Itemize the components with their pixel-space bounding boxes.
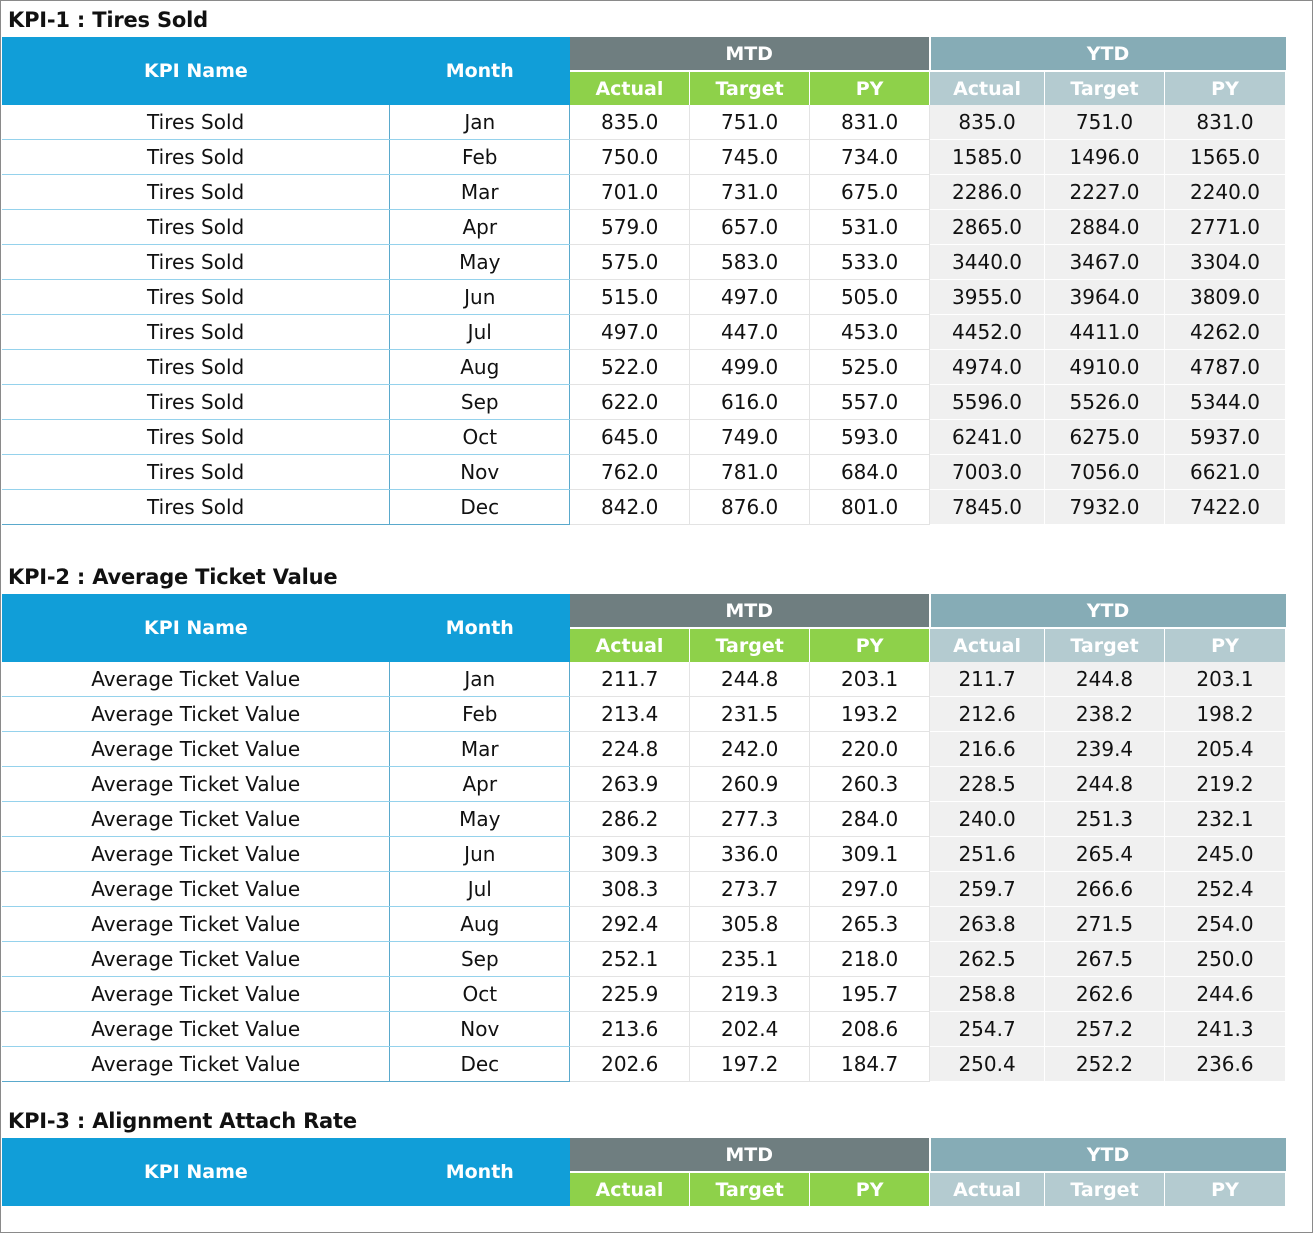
header-kpi-name: KPI Name xyxy=(2,1138,390,1206)
ytd-py-cell: 4787.0 xyxy=(1164,350,1285,385)
mtd-actual-cell: 750.0 xyxy=(570,140,690,175)
ytd-target-cell: 252.2 xyxy=(1045,1047,1165,1082)
ytd-target-cell: 257.2 xyxy=(1045,1012,1165,1047)
ytd-py-cell: 203.1 xyxy=(1165,662,1286,697)
ytd-target-cell: 4411.0 xyxy=(1045,315,1165,350)
kpi-name-cell: Average Ticket Value xyxy=(2,732,390,767)
header-month: Month xyxy=(390,37,570,105)
ytd-py-cell: 3304.0 xyxy=(1164,245,1285,280)
table-row xyxy=(2,732,1286,767)
mtd-actual-cell: 497.0 xyxy=(570,315,690,350)
table-row xyxy=(2,697,1286,732)
kpi-name-cell: Tires Sold xyxy=(2,140,390,175)
kpi-name-cell: Average Ticket Value xyxy=(2,1047,390,1082)
ytd-actual-cell: 6241.0 xyxy=(930,420,1045,455)
mtd-target-cell: 273.7 xyxy=(690,872,810,907)
table-row xyxy=(2,1047,1286,1082)
month-cell: May xyxy=(390,245,570,280)
section-title: KPI-2 : Average Ticket Value xyxy=(8,565,338,589)
month-cell: Jul xyxy=(390,872,570,907)
header-ytd-actual: Actual xyxy=(930,1172,1045,1206)
ytd-actual-cell: 259.7 xyxy=(930,872,1045,907)
ytd-actual-cell: 2865.0 xyxy=(930,210,1045,245)
header-mtd-actual: Actual xyxy=(570,71,690,105)
mtd-target-cell: 731.0 xyxy=(690,175,810,210)
ytd-py-cell: 4262.0 xyxy=(1164,315,1285,350)
mtd-py-cell: 593.0 xyxy=(810,420,930,455)
header-ytd-py: PY xyxy=(1165,628,1286,662)
header-ytd-target: Target xyxy=(1045,71,1165,105)
mtd-py-cell: 453.0 xyxy=(810,315,930,350)
mtd-actual-cell: 292.4 xyxy=(570,907,690,942)
ytd-target-cell: 239.4 xyxy=(1045,732,1165,767)
ytd-target-cell: 7056.0 xyxy=(1045,455,1165,490)
mtd-target-cell: 749.0 xyxy=(690,420,810,455)
mtd-py-cell: 203.1 xyxy=(810,662,930,697)
ytd-actual-cell: 258.8 xyxy=(930,977,1045,1012)
ytd-actual-cell: 3440.0 xyxy=(930,245,1045,280)
kpi-name-cell: Average Ticket Value xyxy=(2,802,390,837)
ytd-actual-cell: 216.6 xyxy=(930,732,1045,767)
ytd-target-cell: 267.5 xyxy=(1045,942,1165,977)
mtd-actual-cell: 579.0 xyxy=(570,210,690,245)
mtd-actual-cell: 224.8 xyxy=(570,732,690,767)
ytd-actual-cell: 251.6 xyxy=(930,837,1045,872)
mtd-py-cell: 184.7 xyxy=(810,1047,930,1082)
ytd-target-cell: 265.4 xyxy=(1045,837,1165,872)
ytd-target-cell: 2884.0 xyxy=(1045,210,1165,245)
section-title: KPI-3 : Alignment Attach Rate xyxy=(8,1109,357,1133)
mtd-actual-cell: 622.0 xyxy=(570,385,690,420)
kpi-name-cell: Average Ticket Value xyxy=(2,872,390,907)
ytd-target-cell: 271.5 xyxy=(1045,907,1165,942)
month-cell: Sep xyxy=(390,942,570,977)
table-row xyxy=(2,1012,1286,1047)
mtd-py-cell: 533.0 xyxy=(810,245,930,280)
ytd-actual-cell: 250.4 xyxy=(930,1047,1045,1082)
mtd-py-cell: 193.2 xyxy=(810,697,930,732)
mtd-target-cell: 231.5 xyxy=(690,697,810,732)
kpi-name-cell: Average Ticket Value xyxy=(2,977,390,1012)
month-cell: Feb xyxy=(390,697,570,732)
ytd-py-cell: 252.4 xyxy=(1165,872,1286,907)
month-cell: Oct xyxy=(390,420,570,455)
ytd-py-cell: 236.6 xyxy=(1165,1047,1286,1082)
header-month: Month xyxy=(390,1138,570,1206)
month-cell: Nov xyxy=(390,1012,570,1047)
table-row xyxy=(2,350,1286,385)
kpi-name-cell: Tires Sold xyxy=(2,420,390,455)
kpi-name-cell: Tires Sold xyxy=(2,245,390,280)
mtd-actual-cell: 835.0 xyxy=(570,105,690,140)
mtd-py-cell: 195.7 xyxy=(810,977,930,1012)
month-cell: May xyxy=(390,802,570,837)
header-month: Month xyxy=(390,594,570,662)
mtd-target-cell: 745.0 xyxy=(690,140,810,175)
header-mtd-target: Target xyxy=(690,1172,810,1206)
kpi-name-cell: Tires Sold xyxy=(2,210,390,245)
ytd-actual-cell: 262.5 xyxy=(930,942,1045,977)
kpi-name-cell: Average Ticket Value xyxy=(2,767,390,802)
mtd-target-cell: 616.0 xyxy=(690,385,810,420)
ytd-py-cell: 205.4 xyxy=(1165,732,1286,767)
kpi-name-cell: Tires Sold xyxy=(2,490,390,525)
header-mtd-target: Target xyxy=(690,71,810,105)
mtd-py-cell: 208.6 xyxy=(810,1012,930,1047)
month-cell: Jan xyxy=(390,662,570,697)
mtd-py-cell: 260.3 xyxy=(810,767,930,802)
header-mtd-actual: Actual xyxy=(570,628,690,662)
mtd-actual-cell: 213.4 xyxy=(570,697,690,732)
mtd-py-cell: 531.0 xyxy=(810,210,930,245)
table-row xyxy=(2,872,1286,907)
ytd-py-cell: 2240.0 xyxy=(1164,175,1285,210)
ytd-target-cell: 751.0 xyxy=(1045,105,1165,140)
ytd-actual-cell: 2286.0 xyxy=(930,175,1045,210)
kpi-name-cell: Tires Sold xyxy=(2,385,390,420)
header-kpi-name: KPI Name xyxy=(2,37,390,105)
month-cell: Jul xyxy=(390,315,570,350)
ytd-actual-cell: 5596.0 xyxy=(930,385,1045,420)
mtd-actual-cell: 701.0 xyxy=(570,175,690,210)
mtd-target-cell: 202.4 xyxy=(690,1012,810,1047)
kpi-name-cell: Average Ticket Value xyxy=(2,662,390,697)
table-row xyxy=(2,420,1286,455)
mtd-actual-cell: 515.0 xyxy=(570,280,690,315)
kpi-table-1 xyxy=(2,37,1286,525)
mtd-target-cell: 497.0 xyxy=(690,280,810,315)
ytd-py-cell: 7422.0 xyxy=(1164,490,1285,525)
mtd-target-cell: 219.3 xyxy=(690,977,810,1012)
mtd-py-cell: 801.0 xyxy=(810,490,930,525)
mtd-target-cell: 499.0 xyxy=(690,350,810,385)
header-ytd: YTD xyxy=(930,37,1286,71)
table-row xyxy=(2,455,1286,490)
table-row xyxy=(2,942,1286,977)
month-cell: Apr xyxy=(390,767,570,802)
table-row xyxy=(2,767,1286,802)
header-ytd-py: PY xyxy=(1164,71,1285,105)
ytd-py-cell: 5344.0 xyxy=(1164,385,1285,420)
table-row xyxy=(2,210,1286,245)
ytd-target-cell: 7932.0 xyxy=(1045,490,1165,525)
header-mtd-py: PY xyxy=(810,1172,930,1206)
month-cell: Dec xyxy=(390,490,570,525)
mtd-actual-cell: 308.3 xyxy=(570,872,690,907)
month-cell: Aug xyxy=(390,350,570,385)
ytd-target-cell: 4910.0 xyxy=(1045,350,1165,385)
table-row xyxy=(2,315,1286,350)
mtd-py-cell: 284.0 xyxy=(810,802,930,837)
month-cell: Jan xyxy=(390,105,570,140)
mtd-actual-cell: 575.0 xyxy=(570,245,690,280)
ytd-target-cell: 238.2 xyxy=(1045,697,1165,732)
ytd-actual-cell: 240.0 xyxy=(930,802,1045,837)
header-ytd-target: Target xyxy=(1045,628,1165,662)
month-cell: Nov xyxy=(390,455,570,490)
mtd-actual-cell: 286.2 xyxy=(570,802,690,837)
ytd-py-cell: 2771.0 xyxy=(1164,210,1285,245)
table-row xyxy=(2,385,1286,420)
header-mtd: MTD xyxy=(570,37,930,71)
ytd-py-cell: 831.0 xyxy=(1164,105,1285,140)
month-cell: Jun xyxy=(390,837,570,872)
ytd-target-cell: 262.6 xyxy=(1045,977,1165,1012)
kpi-name-cell: Tires Sold xyxy=(2,175,390,210)
mtd-py-cell: 684.0 xyxy=(810,455,930,490)
month-cell: Aug xyxy=(390,907,570,942)
mtd-actual-cell: 211.7 xyxy=(570,662,690,697)
ytd-actual-cell: 254.7 xyxy=(930,1012,1045,1047)
mtd-target-cell: 336.0 xyxy=(690,837,810,872)
ytd-actual-cell: 212.6 xyxy=(930,697,1045,732)
ytd-target-cell: 244.8 xyxy=(1045,767,1165,802)
ytd-target-cell: 266.6 xyxy=(1045,872,1165,907)
header-ytd-actual: Actual xyxy=(930,71,1045,105)
ytd-py-cell: 232.1 xyxy=(1165,802,1286,837)
header-kpi-name: KPI Name xyxy=(2,594,390,662)
mtd-target-cell: 242.0 xyxy=(690,732,810,767)
header-ytd-actual: Actual xyxy=(930,628,1045,662)
ytd-py-cell: 3809.0 xyxy=(1164,280,1285,315)
kpi-name-cell: Tires Sold xyxy=(2,280,390,315)
mtd-py-cell: 831.0 xyxy=(810,105,930,140)
ytd-py-cell: 244.6 xyxy=(1165,977,1286,1012)
month-cell: Dec xyxy=(390,1047,570,1082)
ytd-py-cell: 6621.0 xyxy=(1164,455,1285,490)
ytd-py-cell: 241.3 xyxy=(1165,1012,1286,1047)
ytd-py-cell: 245.0 xyxy=(1165,837,1286,872)
table-row xyxy=(2,245,1286,280)
header-ytd-py: PY xyxy=(1165,1172,1286,1206)
table-row xyxy=(2,907,1286,942)
header-mtd: MTD xyxy=(570,1138,930,1172)
table-row xyxy=(2,662,1286,697)
mtd-target-cell: 235.1 xyxy=(690,942,810,977)
header-mtd-py: PY xyxy=(810,628,930,662)
mtd-actual-cell: 842.0 xyxy=(570,490,690,525)
header-ytd-target: Target xyxy=(1045,1172,1165,1206)
month-cell: Mar xyxy=(390,732,570,767)
header-ytd: YTD xyxy=(930,1138,1286,1172)
header-mtd-actual: Actual xyxy=(570,1172,690,1206)
ytd-actual-cell: 1585.0 xyxy=(930,140,1045,175)
ytd-py-cell: 250.0 xyxy=(1165,942,1286,977)
ytd-actual-cell: 263.8 xyxy=(930,907,1045,942)
mtd-target-cell: 305.8 xyxy=(690,907,810,942)
month-cell: Apr xyxy=(390,210,570,245)
ytd-target-cell: 3964.0 xyxy=(1045,280,1165,315)
mtd-py-cell: 505.0 xyxy=(810,280,930,315)
month-cell: Sep xyxy=(390,385,570,420)
mtd-actual-cell: 263.9 xyxy=(570,767,690,802)
month-cell: Mar xyxy=(390,175,570,210)
ytd-py-cell: 5937.0 xyxy=(1164,420,1285,455)
ytd-actual-cell: 228.5 xyxy=(930,767,1045,802)
header-mtd-py: PY xyxy=(810,71,930,105)
mtd-actual-cell: 213.6 xyxy=(570,1012,690,1047)
mtd-actual-cell: 225.9 xyxy=(570,977,690,1012)
mtd-actual-cell: 309.3 xyxy=(570,837,690,872)
kpi-name-cell: Tires Sold xyxy=(2,105,390,140)
ytd-actual-cell: 4452.0 xyxy=(930,315,1045,350)
ytd-actual-cell: 835.0 xyxy=(930,105,1045,140)
ytd-actual-cell: 7003.0 xyxy=(930,455,1045,490)
mtd-target-cell: 657.0 xyxy=(690,210,810,245)
month-cell: Feb xyxy=(390,140,570,175)
mtd-py-cell: 220.0 xyxy=(810,732,930,767)
kpi-name-cell: Average Ticket Value xyxy=(2,697,390,732)
mtd-py-cell: 525.0 xyxy=(810,350,930,385)
ytd-target-cell: 244.8 xyxy=(1045,662,1165,697)
ytd-py-cell: 1565.0 xyxy=(1164,140,1285,175)
table-row xyxy=(2,837,1286,872)
mtd-target-cell: 260.9 xyxy=(690,767,810,802)
mtd-actual-cell: 202.6 xyxy=(570,1047,690,1082)
ytd-target-cell: 251.3 xyxy=(1045,802,1165,837)
ytd-target-cell: 1496.0 xyxy=(1045,140,1165,175)
mtd-target-cell: 781.0 xyxy=(690,455,810,490)
mtd-actual-cell: 252.1 xyxy=(570,942,690,977)
ytd-actual-cell: 3955.0 xyxy=(930,280,1045,315)
ytd-actual-cell: 4974.0 xyxy=(930,350,1045,385)
mtd-py-cell: 557.0 xyxy=(810,385,930,420)
kpi-name-cell: Tires Sold xyxy=(2,315,390,350)
mtd-py-cell: 265.3 xyxy=(810,907,930,942)
mtd-py-cell: 675.0 xyxy=(810,175,930,210)
table-row xyxy=(2,280,1286,315)
table-row xyxy=(2,105,1286,140)
ytd-target-cell: 3467.0 xyxy=(1045,245,1165,280)
ytd-target-cell: 6275.0 xyxy=(1045,420,1165,455)
ytd-py-cell: 219.2 xyxy=(1165,767,1286,802)
mtd-py-cell: 734.0 xyxy=(810,140,930,175)
month-cell: Oct xyxy=(390,977,570,1012)
mtd-target-cell: 197.2 xyxy=(690,1047,810,1082)
mtd-actual-cell: 762.0 xyxy=(570,455,690,490)
ytd-actual-cell: 7845.0 xyxy=(930,490,1045,525)
mtd-actual-cell: 522.0 xyxy=(570,350,690,385)
header-ytd: YTD xyxy=(930,594,1286,628)
mtd-target-cell: 583.0 xyxy=(690,245,810,280)
ytd-actual-cell: 211.7 xyxy=(930,662,1045,697)
mtd-target-cell: 447.0 xyxy=(690,315,810,350)
table-row xyxy=(2,802,1286,837)
kpi-name-cell: Average Ticket Value xyxy=(2,837,390,872)
table-row xyxy=(2,175,1286,210)
mtd-py-cell: 297.0 xyxy=(810,872,930,907)
mtd-actual-cell: 645.0 xyxy=(570,420,690,455)
kpi-name-cell: Average Ticket Value xyxy=(2,907,390,942)
ytd-py-cell: 254.0 xyxy=(1165,907,1286,942)
header-mtd: MTD xyxy=(570,594,930,628)
section-title: KPI-1 : Tires Sold xyxy=(8,8,208,32)
ytd-py-cell: 198.2 xyxy=(1165,697,1286,732)
mtd-py-cell: 309.1 xyxy=(810,837,930,872)
mtd-target-cell: 277.3 xyxy=(690,802,810,837)
kpi-name-cell: Tires Sold xyxy=(2,455,390,490)
table-row xyxy=(2,140,1286,175)
ytd-target-cell: 2227.0 xyxy=(1045,175,1165,210)
kpi-name-cell: Average Ticket Value xyxy=(2,1012,390,1047)
kpi-name-cell: Tires Sold xyxy=(2,350,390,385)
month-cell: Jun xyxy=(390,280,570,315)
ytd-target-cell: 5526.0 xyxy=(1045,385,1165,420)
header-mtd-target: Target xyxy=(690,628,810,662)
kpi-table-2 xyxy=(2,594,1286,1082)
table-row xyxy=(2,977,1286,1012)
mtd-target-cell: 244.8 xyxy=(690,662,810,697)
kpi-name-cell: Average Ticket Value xyxy=(2,942,390,977)
mtd-target-cell: 876.0 xyxy=(690,490,810,525)
mtd-py-cell: 218.0 xyxy=(810,942,930,977)
table-row xyxy=(2,490,1286,525)
kpi-table-3 xyxy=(2,1138,1286,1206)
mtd-target-cell: 751.0 xyxy=(690,105,810,140)
